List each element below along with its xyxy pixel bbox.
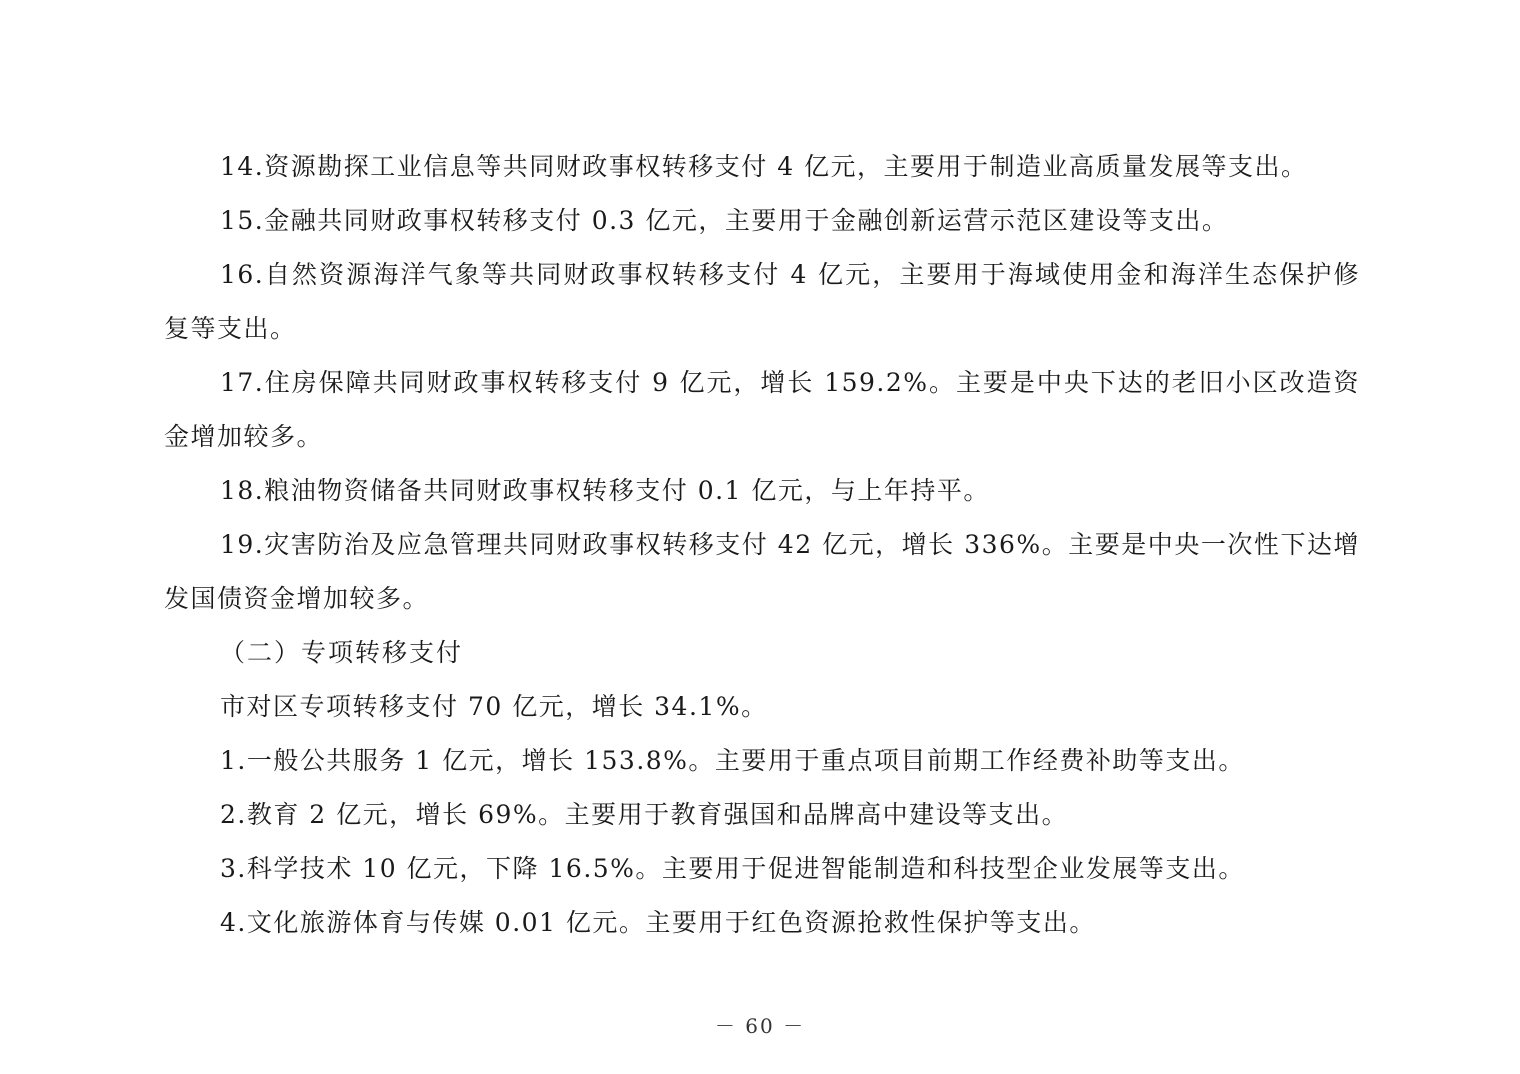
page-number: － 60 －	[714, 1014, 806, 1038]
paragraph-item-16: 16.自然资源海洋气象等共同财政事权转移支付 4 亿元，主要用于海域使用金和海洋生态保护修复等支出。	[164, 260, 1360, 343]
paragraph-item-2: 2.教育 2 亿元，增长 69%。主要用于教育强国和品牌高中建设等支出。	[220, 800, 1069, 829]
section-heading: （二）专项转移支付	[220, 638, 464, 667]
section-summary: 市对区专项转移支付 70 亿元，增长 34.1%。	[220, 692, 768, 721]
paragraph-item-3: 3.科学技术 10 亿元，下降 16.5%。主要用于促进智能制造和科技型企业发展等支出。	[220, 854, 1245, 883]
paragraph-item-1: 1.一般公共服务 1 亿元，增长 153.8%。主要用于重点项目前期工作经费补助等支出。	[220, 746, 1245, 775]
paragraph-item-14: 14.资源勘探工业信息等共同财政事权转移支付 4 亿元，主要用于制造业高质量发展等支出。	[220, 152, 1308, 181]
paragraph-item-18: 18.粮油物资储备共同财政事权转移支付 0.1 亿元，与上年持平。	[220, 476, 990, 505]
document-body	[164, 140, 1360, 950]
paragraph-item-19: 19.灾害防治及应急管理共同财政事权转移支付 42 亿元，增长 336%。主要是中央一次性下达增发国债资金增加较多。	[164, 530, 1360, 613]
paragraph-item-15: 15.金融共同财政事权转移支付 0.3 亿元，主要用于金融创新运营示范区建设等支出。	[220, 206, 1229, 235]
paragraph-item-4: 4.文化旅游体育与传媒 0.01 亿元。主要用于红色资源抢救性保护等支出。	[220, 908, 1096, 937]
paragraph-item-17: 17.住房保障共同财政事权转移支付 9 亿元，增长 159.2%。主要是中央下达的老旧小区改造资金增加较多。	[164, 368, 1360, 451]
